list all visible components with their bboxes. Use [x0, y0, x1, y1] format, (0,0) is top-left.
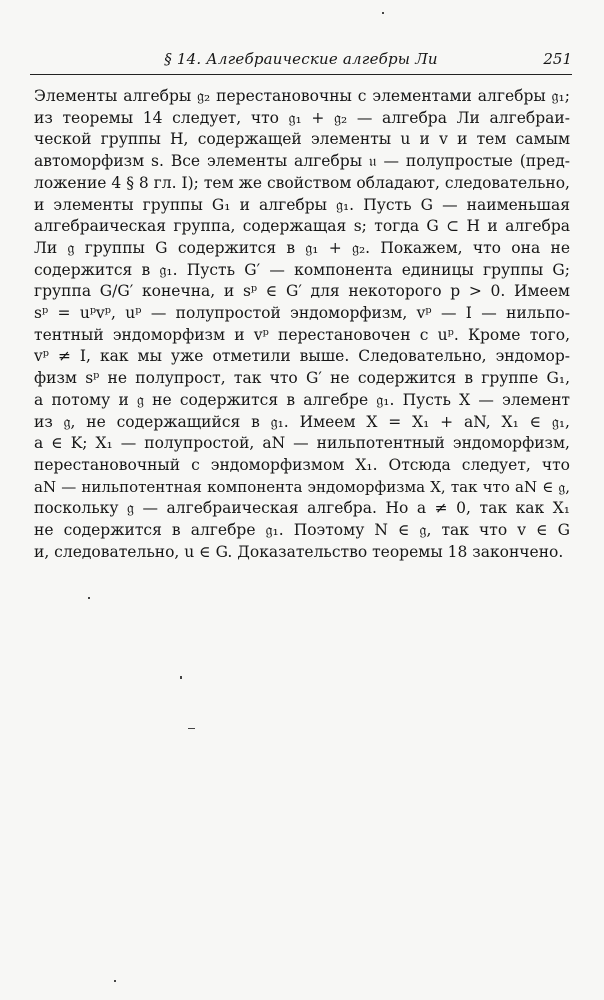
speck — [88, 597, 90, 599]
text-line: ложение 4 § 8 гл. I); тем же свойством обладают, следовательно, — [34, 173, 570, 192]
text-line: sᵖ = uᵖvᵖ, uᵖ — полупростой эндоморфизм, vᵖ — I — нильпо- — [34, 304, 570, 323]
text-line: и элементы группы G₁ и алгебры 𝔤₁. Пусть G — наименьшая — [34, 195, 570, 214]
speck — [188, 728, 195, 729]
running-title: § 14. Алгебраические алгебры Ли — [164, 50, 438, 68]
text-line: не содержится в алгебре 𝔤₁. Поэтому N ∈ 𝔤, так что v ∈ G — [34, 521, 570, 540]
text-line: группа G/G′ конечна, и sᵖ ∈ G′ для некоторого p > 0. Имеем — [34, 282, 570, 301]
speck — [382, 12, 384, 14]
text-line: из 𝔤, не содержащийся в 𝔤₁. Имеем X = X₁ + aN, X₁ ∈ 𝔤₁, — [34, 412, 570, 431]
text-line: vᵖ ≠ I, как мы уже отметили выше. Следовательно, эндомор- — [34, 347, 570, 366]
text-line: перестановочный с эндоморфизмом X₁. Отсюда следует, что — [34, 455, 570, 474]
body-text — [34, 86, 570, 563]
text-line: алгебраическая группа, содержащая s; тогда G ⊂ H и алгебра — [34, 217, 570, 236]
header-rule — [30, 74, 572, 75]
speck — [114, 980, 116, 982]
text-line: поскольку 𝔤 — алгебраическая алгебра. Но a ≠ 0, так как X₁ — [34, 499, 570, 518]
text-line: автоморфизм s. Все элементы алгебры 𝔲 — полупростые (пред- — [34, 152, 570, 171]
text-line: Элементы алгебры 𝔤₂ перестановочны с элементами алгебры 𝔤₁; — [34, 87, 570, 105]
text-line: физм sᵖ не полупрост, так что G′ не содержится в группе G₁, — [34, 369, 570, 388]
text-line: aN — нильпотентная компонента эндоморфизма X, так что aN ∈ 𝔤, — [34, 477, 570, 496]
text-line: тентный эндоморфизм и vᵖ перестановочен с uᵖ. Кроме того, — [34, 325, 570, 344]
text-line: содержится в 𝔤₁. Пусть G′ — компонента единицы группы G; — [34, 260, 570, 279]
page-number: 251 — [543, 50, 572, 68]
text-line: a ∈ K; X₁ — полупростой, aN — нильпотентный эндоморфизм, — [34, 434, 570, 453]
text-line: и, следовательно, u ∈ G. Доказательство теоремы 18 закончено. — [34, 542, 564, 561]
text-line: из теоремы 14 следует, что 𝔤₁ + 𝔤₂ — алгебра Ли алгебраи- — [34, 108, 570, 127]
speck — [180, 676, 182, 679]
text-line: ческой группы H, содержащей элементы u и v и тем самым — [34, 130, 570, 149]
text-line: Ли 𝔤 группы G содержится в 𝔤₁ + 𝔤₂. Покажем, что она не — [34, 238, 570, 257]
running-header — [30, 50, 572, 76]
text-line: а потому и 𝔤 не содержится в алгебре 𝔤₁. Пусть X — элемент — [34, 390, 570, 409]
